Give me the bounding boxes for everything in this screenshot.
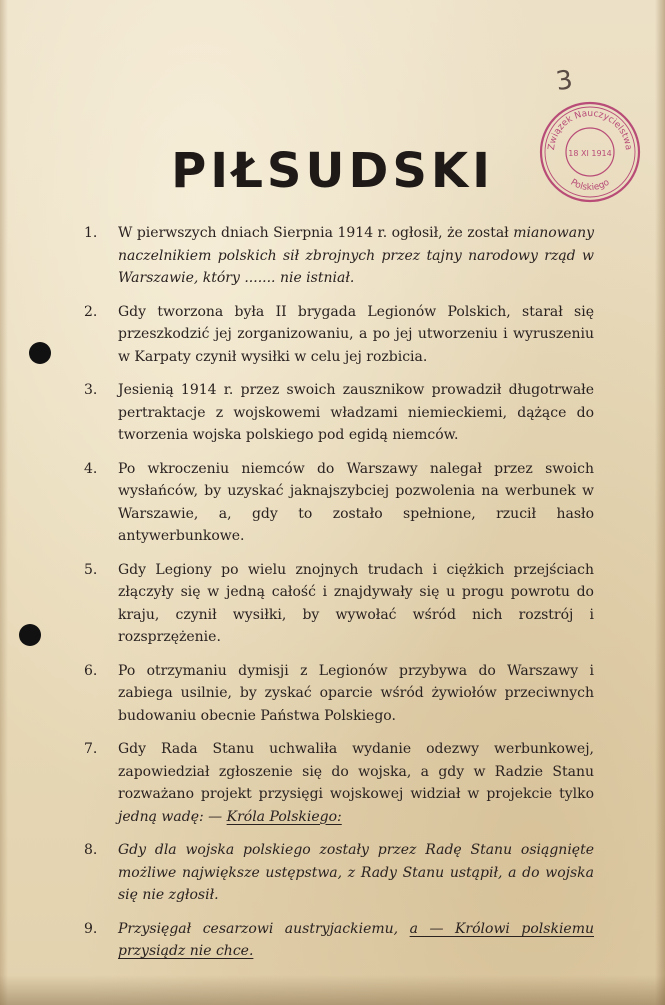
list-item-8 xyxy=(84,839,594,907)
item-number: 7. xyxy=(84,741,98,757)
list-item-1 xyxy=(84,222,594,290)
item-text: Jesienią 1914 r. przez swoich zausznikow prowadził długotrwałe pertraktacje z wojskowemi władzami niemieckiemi, dążące do tworzenia wojska polskiego pod egidą niemców. xyxy=(118,382,594,443)
item-text-underlined: a — Królowi polskiemu przysiądz nie chce. xyxy=(118,920,594,959)
item-text-italic: Przysięgał cesarzowi austryjackiemu, xyxy=(118,920,410,937)
item-text: Po wkroczeniu niemców do Warszawy nalegał przez swoich wysłańców, by uzyskać jaknajszybciej pozwolenia na werbunek w Warszawie, a, gdy to zostało spełnione, rzucił hasło antywerbunkowe. xyxy=(118,460,594,544)
stamp-center-date: 18 XI 1914 xyxy=(568,149,612,158)
item-text-italic: mianowany naczelnikiem polskich sił zbrojnych przez tajny narodowy rząd w Warszawie, który ....... nie istniał. xyxy=(118,225,594,286)
accusation-list xyxy=(84,222,594,974)
item-number: 3. xyxy=(84,382,98,398)
item-text-underlined: Króla Polskiego: xyxy=(226,808,342,825)
list-item-3 xyxy=(84,379,594,447)
list-item-7 xyxy=(84,738,594,828)
item-text: Gdy Rada Stanu uchwaliła wydanie odezwy werbunkowej, zapowiedział zgłoszenie się do wojska, a gdy w Radzie Stanu rozważano projekt przysięgi wojskowej widział w projekcie tylko xyxy=(118,741,594,802)
item-number: 6. xyxy=(84,662,98,679)
item-number: 9. xyxy=(84,920,98,937)
item-text: Gdy Legiony po wielu znojnych trudach i ciężkich przejściach złączyły się w jedną całość i znajdywały się u progu powrotu do kraju, czynił wysiłki, by wywołać wśród nich rozstrój i rozsprzężenie. xyxy=(118,561,594,645)
list-item-9 xyxy=(84,918,594,963)
stamp-text-top: Związek Nauczycielstwa xyxy=(546,108,634,151)
document-title: PIŁSUDSKI xyxy=(171,143,494,199)
item-text-italic: jedną wadę: — xyxy=(118,808,227,825)
item-text: W pierwszych dniach Sierpnia 1914 r. ogłosił, że został xyxy=(118,225,514,241)
item-number: 8. xyxy=(84,842,98,858)
paper-edge-bottom xyxy=(0,975,665,1005)
item-text: Po otrzymaniu dymisji z Legionów przybywa do Warszawy i zabiega usilnie, by zyskać oparcie wśród żywiołów przeciwnych budowaniu obecnie Państwa Polskiego. xyxy=(118,662,594,724)
item-number: 4. xyxy=(84,460,98,477)
item-number: 5. xyxy=(84,561,98,578)
list-item-4 xyxy=(84,458,594,548)
stamp-text-bottom: Polskiego xyxy=(568,177,612,194)
item-text-italic: Gdy dla wojska polskiego zostały przez Radę Stanu osiągnięte możliwe największe ustępstwa, z Rady Stanu ustąpił, a do wojska się nie zgłosił. xyxy=(118,842,594,903)
handwritten-number-mark: 3 xyxy=(553,64,575,98)
list-item-2 xyxy=(84,301,594,369)
punch-hole-lower xyxy=(19,624,41,646)
punch-hole-upper xyxy=(29,342,51,364)
item-text: Gdy tworzona była II brygada Legionów Polskich, starał się przeszkodzić jej zorganizowaniu, a po jej utworzeniu i wyruszeniu w Karpaty czynił wysiłki w celu jej rozbicia. xyxy=(118,303,594,365)
item-number: 1. xyxy=(84,225,98,241)
list-item-5 xyxy=(84,559,594,649)
item-number: 2. xyxy=(84,303,98,320)
list-item-6 xyxy=(84,660,594,728)
